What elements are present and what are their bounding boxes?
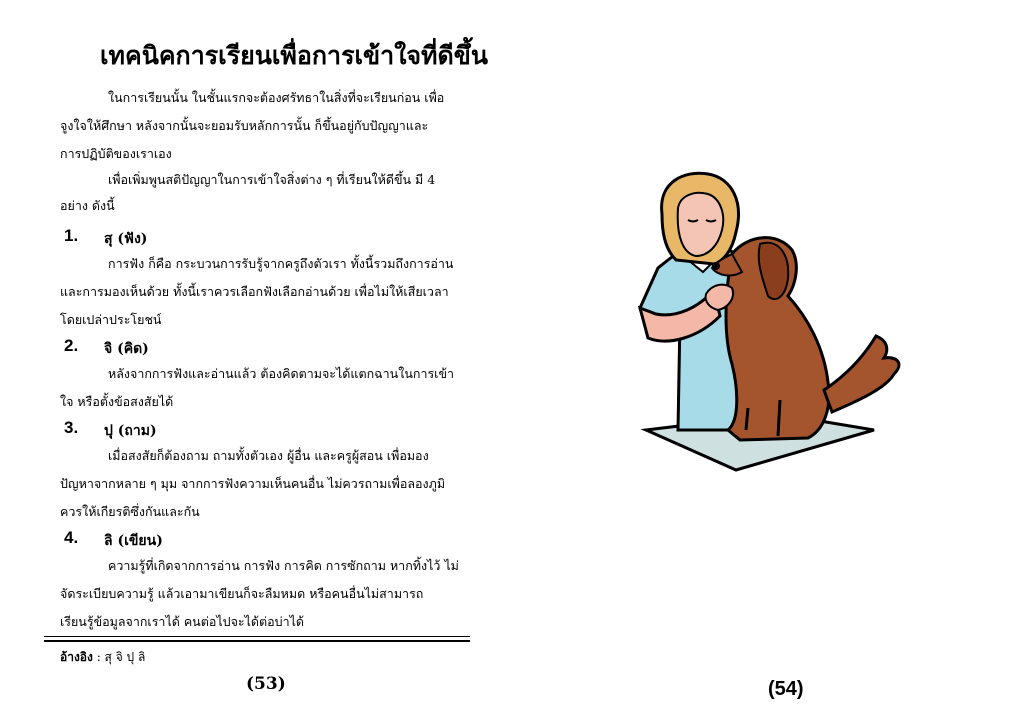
text-line: และการมองเห็นด้วย ทั้งนี้เราควรเลือกฟังเลือกอ่านด้วย เพื่อไม่ให้เสียเวลา (60, 284, 449, 299)
text-line: จูงใจให้ศึกษา หลังจากนั้นจะยอมรับหลักการนั้น ก็ขึ้นอยู่กับปัญญาและ (60, 118, 429, 133)
text-line: หลังจากการฟังและอ่านแล้ว ต้องคิดตามจะได้แตกฉานในการเข้า (108, 366, 455, 381)
reference (60, 648, 145, 667)
text-line: อย่าง ดังนี้ (60, 198, 115, 213)
woman-with-dog-illustration (628, 168, 918, 474)
text-line: ในการเรียนนั้น ในชั้นแรกจะต้องศรัทธาในสิ่งที่จะเรียนก่อน เพื่อ (108, 90, 445, 105)
divider (44, 640, 470, 642)
text-line: การปฏิบัติของเราเอง (60, 146, 172, 161)
text-line: เพื่อเพิ่มพูนสติปัญญาในการเข้าใจสิ่งต่าง ๆ ที่เรียนให้ดีขึ้น มี 4 (108, 172, 436, 187)
item-number: 2. (64, 336, 79, 355)
text-line: เรียนรู้ข้อมูลจากเราได้ คนต่อไปจะได้ต่อบ่าได้ (60, 614, 304, 629)
text-line: ควรให้เกียรติซึ่งกันและกัน (60, 504, 200, 519)
page-title: เทคนิคการเรียนเพื่อการเข้าใจที่ดีขึ้น (100, 41, 488, 70)
item-number: 4. (64, 528, 79, 547)
intro-paragraph-1 (60, 84, 476, 168)
left-page (60, 0, 488, 708)
item-body (60, 442, 476, 526)
item-heading: ปุ (ถาม) (104, 423, 157, 439)
text-line: ปัญหาจากหลาย ๆ มุม จากการฟังความเห็นคนอื่น ไม่ควรถามเพื่อลองภูมิ (60, 476, 446, 491)
reference-text: : สุ จิ ปุ ลิ (96, 650, 146, 664)
reference-label: อ้างอิง (60, 650, 93, 664)
item-number: 1. (64, 226, 79, 245)
item-heading: ลิ (เขียน) (104, 533, 163, 549)
item-body (60, 250, 476, 334)
text-line: การฟัง ก็คือ กระบวนการรับรู้จากครูถึงตัวเรา ทั้งนี้รวมถึงการอ่าน (108, 256, 454, 271)
divider (44, 636, 470, 637)
item-body (60, 552, 476, 636)
text-line: ความรู้ที่เกิดจากการอ่าน การฟัง การคิด การซักถาม หากทิ้งไว้ ไม่ (108, 558, 459, 573)
text-line: เมื่อสงสัยก็ต้องถาม ถามทั้งตัวเอง ผู้อื่น และครูผู้สอน เพื่อมอง (108, 448, 429, 463)
page-number-right: (54) (768, 678, 804, 700)
item-heading: สุ (ฟัง) (104, 231, 148, 247)
page-number-left: (53) (246, 674, 286, 694)
text-line: จัดระเบียบความรู้ แล้วเอามาเขียนก็จะลืมหมด หรือคนอื่นไม่สามารถ (60, 586, 424, 601)
text-line: ใจ หรือตั้งข้อสงสัยได้ (60, 394, 174, 409)
text-line: โดยเปล่าประโยชน์ (60, 312, 162, 327)
intro-paragraph-2 (60, 166, 476, 218)
item-body (60, 360, 476, 416)
item-number: 3. (64, 418, 79, 437)
item-heading: จิ (คิด) (104, 341, 149, 357)
